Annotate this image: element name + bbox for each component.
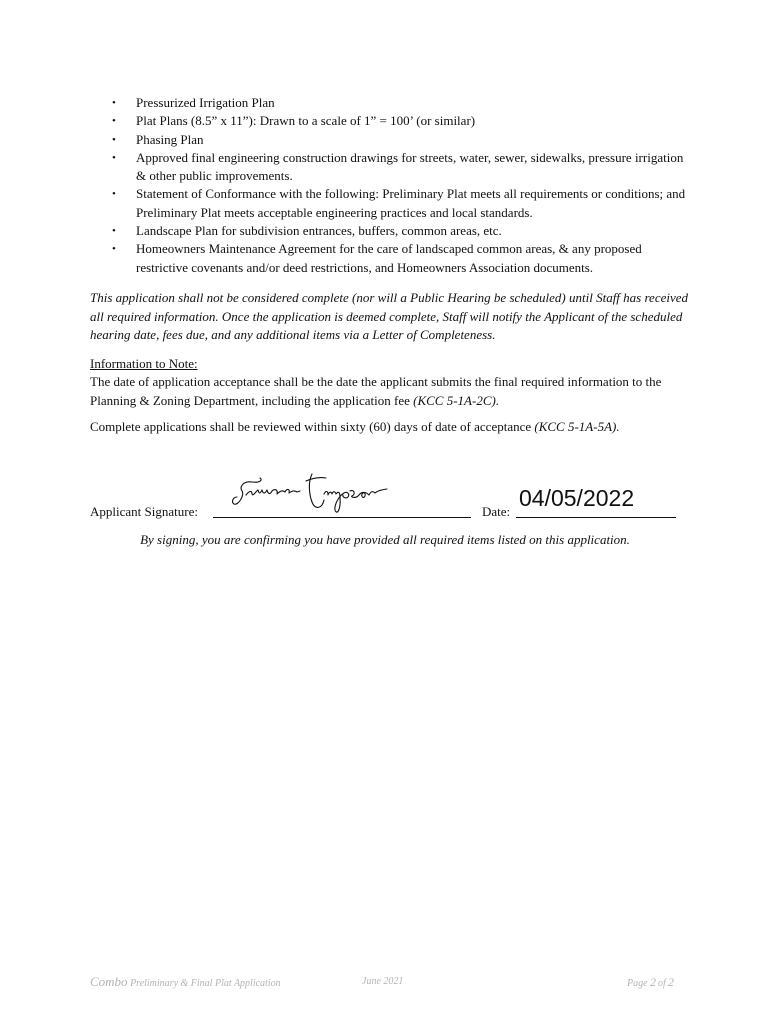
bullet-icon: • xyxy=(112,151,116,164)
list-item-text: Homeowners Maintenance Agreement for the care of landscaped common areas, & any proposed restrictive covenants and/or deed restrictions, and Homeowners Association documents. xyxy=(136,241,642,275)
list-item-text: Pressurized Irrigation Plan xyxy=(136,95,275,110)
date-line[interactable] xyxy=(516,517,676,518)
list-item-text: Approved final engineering construction drawings for streets, water, sewer, sidewalks, pressure irrigation & other public improvements. xyxy=(136,149,684,184)
bullet-icon: • xyxy=(112,133,116,146)
footer-form-name: Preliminary & Final Plat Application xyxy=(130,978,281,989)
bullet-icon: • xyxy=(112,97,116,109)
footer-page-of: of xyxy=(658,978,666,989)
date-field-value[interactable]: 04/05/2022 xyxy=(519,485,635,511)
review-code-ref: (KCC 5-1A-5A). xyxy=(534,419,620,434)
footer-title xyxy=(90,974,281,992)
acceptance-paragraph xyxy=(90,373,690,410)
list-item xyxy=(108,185,688,222)
footer-page-number xyxy=(627,974,674,992)
bullet-icon: • xyxy=(112,243,116,256)
footer-page-current: 2 xyxy=(650,975,657,989)
applicant-signature-label: Applicant Signature: xyxy=(90,504,198,519)
acceptance-text: The date of application acceptance shall be the date the applicant submits the final required information to the Planning & Zoning Department, including the application fee xyxy=(90,374,662,408)
list-item-text: Phasing Plan xyxy=(136,131,204,147)
review-text: Complete applications shall be reviewed within sixty (60) days of date of acceptance xyxy=(90,419,532,434)
review-paragraph xyxy=(90,418,690,437)
bullet-icon: • xyxy=(112,225,116,238)
list-item xyxy=(108,149,688,186)
list-item xyxy=(108,222,688,240)
list-item xyxy=(108,240,688,277)
date-label: Date: xyxy=(482,504,511,519)
list-item xyxy=(108,131,688,149)
footer-combo: Combo xyxy=(90,974,128,989)
footer-page-total: 2 xyxy=(667,975,674,989)
list-item xyxy=(108,94,688,112)
info-heading: Information to Note: xyxy=(90,356,198,371)
footer-page-word: Page xyxy=(627,978,648,989)
handwritten-signature xyxy=(230,464,395,520)
list-item-text: Landscape Plan for subdivision entrances, buffers, common areas, etc. xyxy=(136,223,502,239)
list-item-text: Plat Plans (8.5” x 11”): Drawn to a scale of 1” = 100’ (or similar) xyxy=(136,113,476,129)
acceptance-code-ref: (KCC 5-1A-2C). xyxy=(413,392,500,408)
completeness-notice: This application shall not be considered complete (nor will a Public Hearing be scheduled) until Staff has received all required information. Once the application is deemed complete, Staff will notify the Applicant of the scheduled hearing date, fees due, and any additional items via a Letter of Completeness. xyxy=(90,290,689,342)
list-item xyxy=(108,112,688,130)
signing-confirmation: By signing, you are confirming you have provided all required items listed on this application. xyxy=(140,532,630,547)
bullet-icon: • xyxy=(112,115,116,128)
list-item-text: Statement of Conformance with the following: Preliminary Plat meets all requirements or conditions; and Preliminary Plat meets acceptable engineering practices and local standards. xyxy=(136,186,686,220)
bullet-icon: • xyxy=(112,188,116,201)
required-items-list xyxy=(108,94,688,277)
footer-date: June 2021 xyxy=(362,976,404,987)
